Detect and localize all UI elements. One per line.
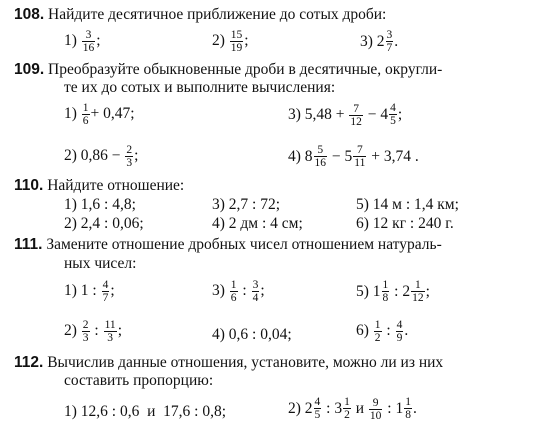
problem-111-header-line-2 [64, 256, 136, 272]
fraction: 1 8 [405, 396, 411, 422]
fraction: 1 12 [412, 279, 424, 305]
problem-111-item-2: 2) $\frac{2}{3}$ : $\frac{11}{3}$ ; [64, 319, 122, 345]
fraction: $\frac{7}{12}$ [350, 102, 362, 128]
problem-112-header [14, 355, 443, 371]
problem-109-item-2: 2) 0,86 − $\frac{2}{3}$ ; [64, 144, 139, 170]
fraction: $\frac{1}{2}$ [374, 319, 381, 345]
problem-number: 110. [14, 177, 44, 194]
problem-number: 108. [14, 6, 45, 23]
problem-text: те их до сотых и выполните вычисления: [64, 79, 336, 96]
problem-text: Найдите десятичное приближение до сотых дроби: [48, 6, 387, 23]
problem-111-item-4: 4) 0,6 : 0,04; [212, 326, 292, 343]
fraction: $\frac{3}{4}$ [252, 279, 259, 305]
problem-110-item-4: 4) 2 дм : 4 см; [212, 215, 303, 232]
fraction: $\frac{3}{16}$ [82, 29, 95, 55]
problem-text: Найдите отношение: [47, 177, 185, 194]
problem-108-item-3: 3) 2 3 7 . [360, 29, 399, 55]
problem-108-header [14, 7, 386, 23]
problem-108-item-1: 1) $\frac{3}{16}$ ; [64, 29, 101, 55]
problem-109-header-line-2 [64, 80, 335, 96]
problem-111-item-6: 6) $\frac{1}{2}$ : $\frac{4}{9}$ . [356, 319, 409, 345]
problem-text: составить пропорцию: [64, 372, 214, 389]
fraction: 5 16 [314, 144, 327, 170]
fraction: $\frac{9}{10}$ [369, 396, 382, 422]
problem-110-item-3: 3) 2,7 : 72; [212, 196, 281, 213]
problem-text: Преобразуйте обыкновенные дроби в десятичные, округли- [48, 61, 443, 78]
problem-110-header [14, 178, 184, 194]
problem-112-item-1: 1) 12,6 : 0,6 и 17,6 : 0,8; [64, 403, 227, 420]
problem-number: 112. [14, 354, 44, 371]
fraction: 4 5 [390, 102, 396, 128]
fraction: 1 2 [344, 396, 350, 422]
problem-110-item-5: 5) 14 м : 1,4 км; [356, 196, 459, 213]
problem-text: Замените отношение дробных чисел отношением натураль- [46, 236, 442, 253]
problem-110-item-6: 6) 12 кг : 240 г. [356, 215, 454, 232]
fraction: 4 5 [314, 396, 321, 422]
problem-111-item-5: 5) 1 1 8 : 2 1 12 ; [356, 279, 430, 305]
problem-110-item-1: 1) 1,6 : 4,8; [64, 196, 136, 213]
fraction: $\frac{4}{9}$ [396, 319, 403, 345]
problem-text: Вычислив данные отношения, установите, можно ли из них [47, 354, 444, 371]
problem-110-item-2: 2) 2,4 : 0,06; [64, 215, 144, 232]
fraction: $\frac{2}{3}$ [126, 144, 133, 170]
fraction: 7 11 [354, 144, 366, 170]
problem-112-item-2: 2) 2 4 5 : 3 1 2 и $\frac{9}{10}$ : 1 1 8 . [288, 396, 417, 422]
problem-109-item-3: 3) 5,48 + $\frac{7}{12}$ − 4 4 5 ; [288, 102, 403, 128]
problem-109-item-1: 1) $\frac{1}{6}$ + 0,47; [64, 102, 135, 128]
fraction: $\frac{11}{3}$ [104, 319, 116, 345]
fraction: 3 7 [386, 29, 393, 55]
problem-number: 111. [14, 236, 43, 253]
fraction: $\frac{1}{6}$ [230, 279, 237, 305]
problem-108-item-2: 2) $\frac{15}{19}$ ; [212, 29, 249, 55]
problem-number: 109. [14, 61, 45, 78]
fraction: $\frac{1}{6}$ [82, 102, 89, 128]
problem-111-item-3: 3) $\frac{1}{6}$ : $\frac{3}{4}$ ; [212, 279, 265, 305]
problem-111-item-1: 1) 1 : $\frac{4}{7}$ ; [64, 279, 115, 305]
problem-109-item-4: 4) 8 5 16 − 5 7 11 + 3,74 . [288, 144, 419, 170]
fraction: $\frac{2}{3}$ [82, 319, 89, 345]
problem-112-header-line-2 [64, 373, 213, 389]
problem-111-header [14, 237, 442, 253]
problem-109-header [14, 62, 442, 78]
fraction: 1 8 [382, 279, 389, 305]
problem-text: ных чисел: [64, 255, 137, 272]
fraction: $\frac{15}{19}$ [230, 29, 243, 55]
fraction: $\frac{4}{7}$ [102, 279, 109, 305]
